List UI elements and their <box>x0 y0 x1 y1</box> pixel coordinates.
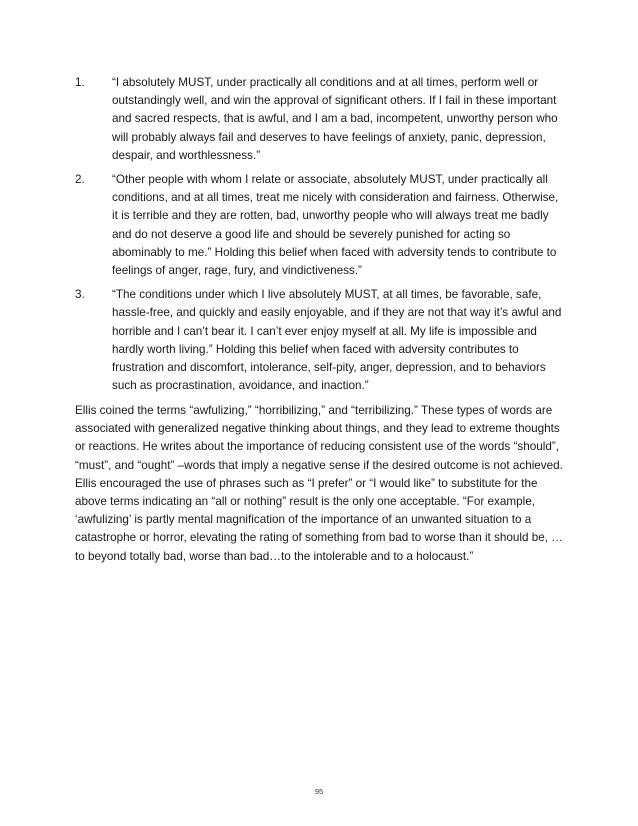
list-item-text: “I absolutely MUST, under practically all conditions and at all times, perform well or outstandingly well, and win the approval of significant others. If I fail in these important and sacred respects, that is awful, and I am a bad, incompetent, unworthy person who will probably always fail and deserves to have feelings of anxiety, panic, depression, despair, and worthlessness.” <box>112 76 558 162</box>
list-item-number: 3. <box>75 288 85 302</box>
list-item-3 <box>75 286 567 395</box>
irrational-beliefs-list <box>75 74 567 401</box>
page-number: 95 <box>314 787 324 796</box>
body-paragraph: Ellis coined the terms “awfulizing,” “horribilizing,” and “terribilizing.” These types of words are associated with generalized negative thinking about things, and they lead to extreme thoughts or reactions. He writes about the importance of reducing consistent use of the words “should”, “must”, and “ought” –words that imply a negative sense if the desired outcome is not achieved. Ellis encouraged the use of phrases such as “I prefer” or “I would like” to substitute for the above terms indicating an “all or nothing” result is the only one acceptable. “For example, ‘awfulizing’ is partly mental magnification of the importance of an unwanted situation to a catastrophe or horror, elevating the rating of something from bad to worse than it should be, …to beyond totally bad, worse than bad…to the intolerable and to a holocaust.” <box>75 404 563 563</box>
list-item-2 <box>75 171 567 280</box>
list-item-1 <box>75 74 567 165</box>
list-item-text: “The conditions under which I live absolutely MUST, at all times, be favorable, safe, hassle-free, and quickly and easily enjoyable, and if they are not that way it’s awful and horrible and I can’t bear it. I can’t ever enjoy myself at all. My life is impossible and hardly worth living.” Holding this belief when faced with adversity contributes to frustration and discomfort, intolerance, self-pity, anger, depression, and to behaviors such as procrastination, avoidance, and inaction.” <box>112 288 562 393</box>
list-item-number: 1. <box>75 76 85 89</box>
list-item-text: “Other people with whom I relate or associate, absolutely MUST, under practically all conditions, and at all times, treat me nicely with consideration and fairness. Otherwise, it is terrible and they are rotten, bad, unworthy people who will always treat me badly and do not deserve a good life and should be severely punished for acting so abominably to me.” Holding this belief when faced with adversity tends to contribute to feelings of anger, rage, fury, and vindictiveness.” <box>112 173 559 278</box>
list-item-number: 2. <box>75 173 85 187</box>
